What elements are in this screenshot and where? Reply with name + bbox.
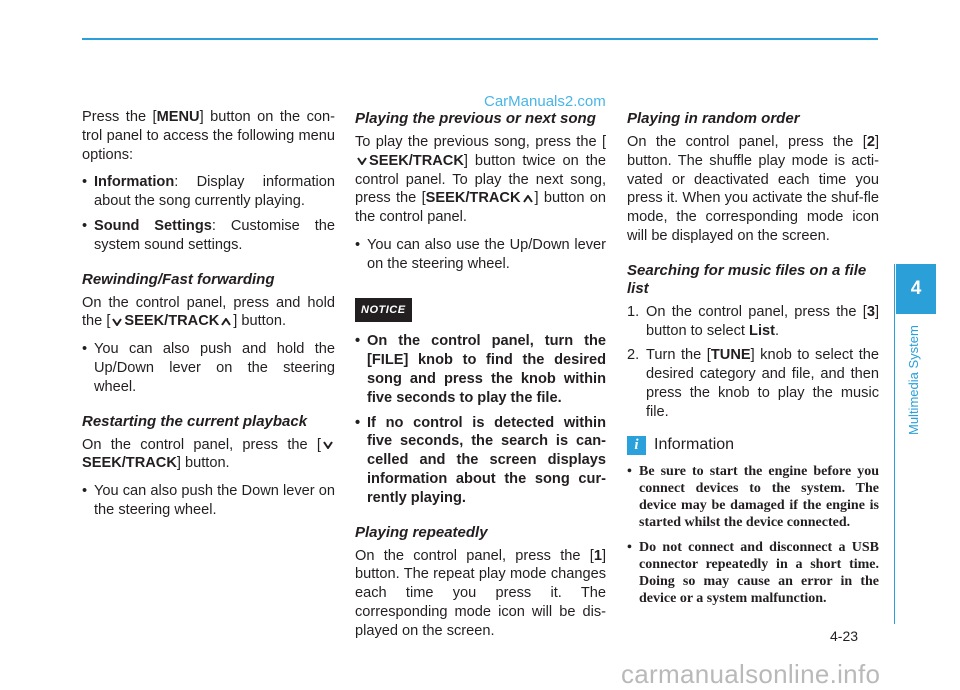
information-header: [627, 436, 879, 455]
column-1: [82, 108, 335, 528]
chevron-up-icon: [523, 195, 533, 203]
chevron-down-icon: [357, 157, 367, 165]
list-item: • If no control is detected within five seconds, the search is can-celled and the screen displays information about the song cur-rently playing.: [355, 414, 606, 506]
previous-next-list: [355, 236, 606, 274]
restart-list: [82, 482, 335, 520]
heading-rewind: Rewinding/Fast forwarding: [82, 270, 275, 288]
info-icon: i: [627, 436, 646, 455]
search-steps: [627, 303, 879, 422]
column-3: [627, 108, 879, 615]
heading-previous-next: Playing the previous or next song: [355, 110, 596, 127]
chevron-up-icon: [221, 318, 231, 326]
information-title: Information: [654, 435, 735, 453]
list-item: • Do not connect and disconnect a USB connector repeatedly in a short time. Doing so may cause an error in the device or a system malfunction.: [627, 539, 879, 606]
bullet-icon: •: [627, 539, 632, 555]
previous-next-text: To play the previous song, press the [SEEK/TRACK] button twice on the control panel. To play the next song, press the [SEEK/TRACK ] button on the control panel.: [355, 134, 606, 226]
watermark-top: CarManuals2.com: [484, 93, 606, 110]
side-rule: [894, 264, 895, 624]
rewind-list: [82, 340, 335, 396]
chapter-tab: 4: [896, 264, 936, 314]
rewind-text: On the control panel, press and hold the [ SEEK/TRACK ] button.: [82, 294, 335, 330]
list-item: 1. On the control panel, press the [3] button to select List.: [627, 303, 879, 339]
list-item: • Information: Display information about the song currently playing.: [82, 174, 335, 210]
header-rule: [82, 38, 878, 40]
list-item: • Sound Settings: Customise the system sound settings.: [82, 217, 335, 253]
list-item: • On the control panel, turn the [FILE] knob to find the desired song and press the knob within five seconds to play the file.: [355, 333, 606, 406]
notice-badge: NOTICE: [355, 298, 412, 323]
bullet-icon: •: [82, 174, 88, 191]
notice-list: [355, 332, 606, 507]
list-item: • You can also use the Up/Down lever on the steering wheel.: [355, 236, 606, 272]
step-number: 1.: [627, 303, 640, 320]
information-list: [627, 463, 879, 607]
bullet-icon: •: [355, 236, 361, 253]
menu-intro: Press the [MENU] button on the con-trol panel to access the following menu options:: [82, 109, 335, 163]
bullet-icon: •: [82, 217, 88, 234]
heading-search: Searching for music files on a file list: [627, 261, 867, 297]
list-item: • Be sure to start the engine before you connect devices to the system. The device may be damaged if the engine is started whilst the device connected.: [627, 463, 879, 530]
chevron-down-icon: [323, 441, 333, 449]
list-item: • You can also push and hold the Up/Down lever on the steering wheel.: [82, 341, 335, 395]
bullet-icon: •: [355, 333, 361, 350]
page-number: 4-23: [830, 628, 859, 644]
chevron-down-icon: [112, 318, 122, 326]
heading-repeat: Playing repeatedly: [355, 523, 488, 541]
menu-key: MENU: [156, 109, 200, 125]
restart-text: On the control panel, press the [SEEK/TRACK] button.: [82, 436, 335, 474]
section-title-vertical: Multimedia System: [906, 325, 921, 435]
heading-restart: Restarting the current playback: [82, 412, 308, 430]
list-item: 2. Turn the [TUNE] knob to select the desired category and file, and then press the knob to play the music file.: [627, 347, 879, 420]
bullet-icon: •: [82, 483, 88, 500]
bullet-icon: •: [627, 463, 632, 479]
step-number: 2.: [627, 347, 640, 364]
menu-options-list: [82, 173, 335, 254]
list-item: • You can also push the Down lever on the steering wheel.: [82, 483, 335, 518]
column-2: [355, 108, 606, 650]
bullet-icon: •: [82, 341, 88, 358]
heading-random: Playing in random order: [627, 110, 800, 127]
random-text: On the control panel, press the [2] button. The shuffle play mode is acti-vated or deactivated each time you press it. When you activate the shuf-fle mode, the corresponding mode icon will be displayed on the screen.: [627, 134, 879, 244]
bullet-icon: •: [355, 414, 361, 431]
repeat-text: On the control panel, press the [1] button. The repeat play mode changes each time you press it. The corresponding mode icon will be dis-played on the screen.: [355, 547, 606, 639]
watermark-bottom: carmanualsonline.info: [621, 659, 881, 689]
